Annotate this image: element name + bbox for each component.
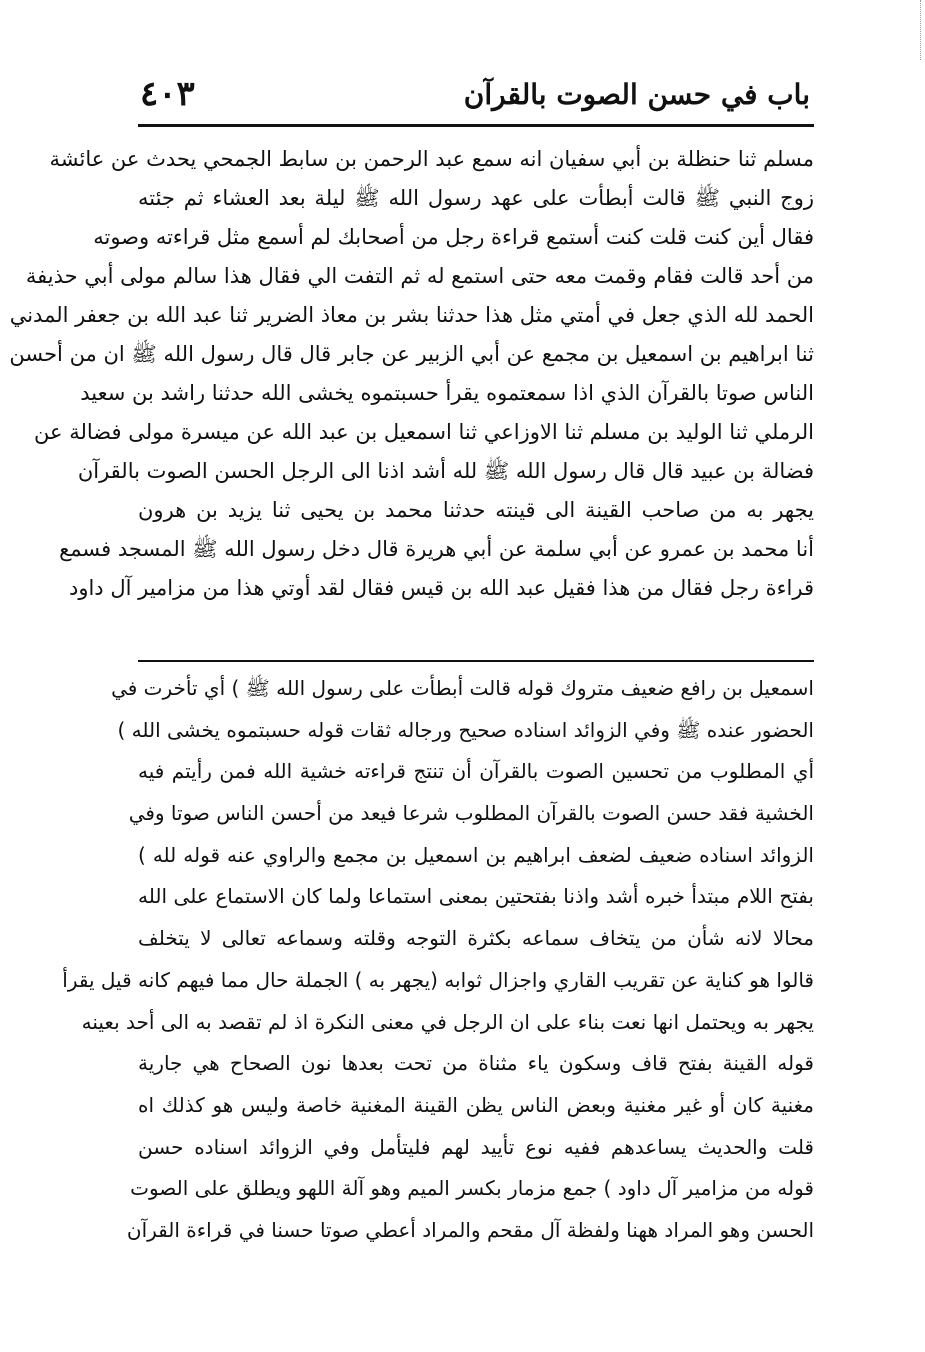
main-text-line: يجهر به من صاحب القينة الى قينته حدثنا محمد بن يحيى ثنا يزيد بن هرون bbox=[138, 498, 814, 522]
main-text-line: مسلم ثنا حنظلة بن أبي سفيان انه سمع عبد الرحمن بن سابط الجمحي يحدث عن عائشة bbox=[49, 147, 814, 171]
footnote-line: الخشية فقد حسن الصوت بالقرآن المطلوب شرعا فيعد من أحسن الناس صوتا وفي bbox=[128, 801, 814, 826]
footnote-line: أي المطلوب من تحسين الصوت بالقرآن أن تنتج قراءته خشية الله فمن رأيتم فيه bbox=[138, 759, 814, 784]
main-text-line: الرملي ثنا الوليد بن مسلم ثنا الاوزاعي ثنا اسمعيل بن عبد الله عن ميسرة مولى فضالة عن bbox=[34, 420, 814, 444]
main-text-line: الناس صوتا بالقرآن الذي اذا سمعتموه يقرأ حسبتموه يخشى الله حدثنا راشد بن سعيد bbox=[80, 381, 814, 405]
footnote-line: قوله من مزامير آل داود ) جمع مزمار بكسر الميم وهو آلة اللهو ويطلق على الصوت bbox=[130, 1176, 814, 1201]
main-text-line: أنا محمد بن عمرو عن أبي سلمة عن أبي هريرة قال دخل رسول الله ﷺ المسجد فسمع bbox=[59, 537, 814, 561]
footnote-line: بفتح اللام مبتدأ خبره أشد واذنا بفتحتين بمعنى استماعا ولما كان الاستماع على الله bbox=[138, 884, 814, 909]
footnote-line: يجهر به ويحتمل انها نعت بناء على ان الرجل في معنى النكرة اذ لم تقصد به الى أحد بعينه bbox=[81, 1009, 814, 1034]
footnote-line: محالا لانه شأن من يتخاف سماعه بكثرة التوجه وقلته وسماعه تعالى لا يتخلف bbox=[138, 926, 814, 951]
main-text-line: ثنا ابراهيم بن اسمعيل بن مجمع عن أبي الزبير عن جابر قال قال رسول الله ﷺ ان من أحسن bbox=[9, 342, 814, 366]
main-text-line: زوج النبي ﷺ قالت أبطأت على عهد رسول الله ﷺ ليلة بعد العشاء ثم جئته bbox=[138, 186, 814, 210]
page-header bbox=[140, 74, 810, 118]
footnote-separator bbox=[138, 660, 814, 662]
footnote-line: الحسن وهو المراد ههنا ولفظة آل مقحم والمراد أعطي صوتا حسنا في قراءة القرآن bbox=[126, 1217, 814, 1242]
main-text-line: من أحد قالت فقام وقمت معه حتى استمع له ثم التفت الي فقال هذا سالم مولى أبي حذيفة bbox=[25, 264, 814, 288]
header-rule bbox=[138, 124, 814, 127]
footnotes bbox=[62, 668, 814, 1252]
main-text bbox=[9, 140, 814, 608]
main-text-line: فقال أين كنت قلت كنت أستمع قراءة رجل من أصحابك لم أسمع مثل قراءته وصوته bbox=[93, 225, 814, 249]
main-text-line: فضالة بن عبيد قال قال رسول الله ﷺ لله أشد اذنا الى الرجل الحسن الصوت بالقرآن bbox=[77, 459, 814, 483]
footnote-line: قلت والحديث يساعدهم ففيه نوع تأييد لهم فليتأمل وفي الزوائد اسناده حسن bbox=[138, 1134, 814, 1159]
main-text-line: قراءة رجل فقال من هذا فقيل عبد الله بن قيس فقال لقد أوتي هذا من مزامير آل داود bbox=[68, 576, 814, 600]
footnote-line: قالوا هو كناية عن تقريب القاري واجزال ثوابه (يجهر به ) الجملة حال مما فيهم كانه قيل يقرأ bbox=[62, 967, 814, 992]
footnote-line: الزوائد اسناده ضعيف لضعف ابراهيم بن اسمعيل بن مجمع والراوي عنه قوله لله ) bbox=[138, 842, 814, 867]
page-title: باب في حسن الصوت بالقرآن bbox=[463, 78, 810, 111]
scan-edge-mark bbox=[919, 0, 921, 60]
footnote-line: اسمعيل بن رافع ضعيف متروك قوله قالت أبطأت على رسول الله ﷺ ) أي تأخرت في bbox=[111, 676, 814, 700]
footnote-line: مغنية كان أو غير مغنية وبعض الناس يظن القينة المغنية خاصة وليس هو كذلك اه bbox=[138, 1092, 814, 1117]
footnote-line: قوله القينة بفتح قاف وسكون ياء مثناة من تحت بعدها نون الصحاح هي جارية bbox=[138, 1051, 814, 1076]
main-text-line: الحمد لله الذي جعل في أمتي مثل هذا حدثنا بشر بن معاذ الضرير ثنا عبد الله بن جعفر المدني bbox=[9, 303, 814, 327]
footnote-line: الحضور عنده ﷺ وفي الزوائد اسناده صحيح ورجاله ثقات قوله حسبتموه يخشى الله ) bbox=[117, 717, 814, 742]
page-number: ٤٠٣ bbox=[140, 74, 195, 114]
